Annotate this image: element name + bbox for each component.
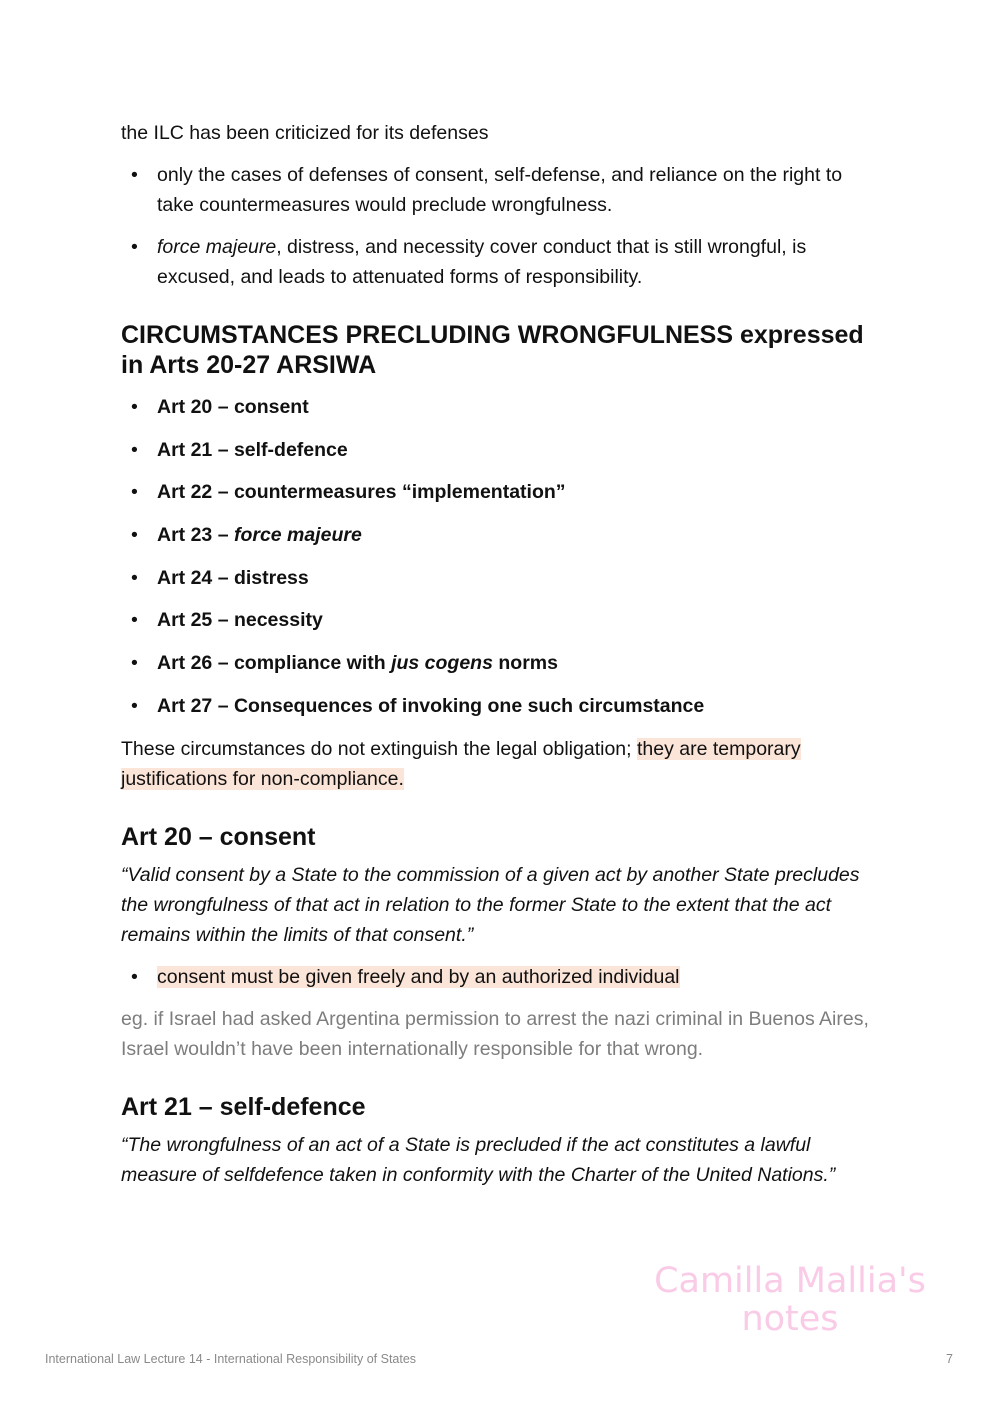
article-label: Art 24 – distress [157,566,309,589]
watermark [640,1262,940,1338]
list-item [121,520,883,550]
list-item [121,232,883,292]
art20-quote: “Valid consent by a State to the commission of a given act by another State precludes the wrongfulness of that act in relation to the former State to the extent that the act remains within the limits of that consent.” [121,863,860,946]
watermark-line: Camilla Mallia's [654,1261,926,1301]
article-italic-term: force majeure [233,524,362,547]
article-label: Art 22 – countermeasures “implementation” [157,481,566,504]
list-item [121,477,883,507]
list-item [121,435,883,465]
article-label: Art 26 – compliance with [157,652,392,675]
art21-quote: “The wrongfulness of an act of a State is precluded if the act constitutes a lawful measure of selfdefence taken in conformity with the Charter of the United Nations.” [121,1133,836,1186]
section-heading-circumstances: CIRCUMSTANCES PRECLUDING WRONGFULNESS expressed in Arts 20-27 ARSIWA [121,321,864,379]
list-item [121,160,883,220]
circumstances-note [121,734,883,794]
list-item [121,563,883,593]
article-label: Art 25 – necessity [157,609,323,632]
articles-list [121,392,883,721]
intro-bullet-list [121,160,883,292]
list-item [121,392,883,422]
list-item [121,962,883,992]
article-label: Art 27 – Consequences of invoking one such circumstance [157,694,705,717]
bullet-text: only the cases of defenses of consent, self-defense, and reliance on the right to take countermeasures would preclude wrongfulness. [157,164,843,216]
bullet-text: , distress, and necessity cover conduct that is still wrongful, is excused, and leads to attenuated forms of responsibility. [157,236,807,288]
list-item [121,605,883,635]
art20-example: eg. if Israel had asked Argentina permission to arrest the nazi criminal in Buenos Aires, Israel wouldn’t have been internationally responsible for that wrong. [121,1007,869,1060]
page-content [121,118,883,1202]
highlighted-text: they are temporary justifications for non-compliance. [121,737,801,790]
note-text: These circumstances do not extinguish the legal obligation; [121,737,637,760]
page-number: 7 [946,1352,953,1366]
list-item [121,691,883,721]
intro-text: the ILC has been criticized for its defenses [121,122,489,144]
article-label: Art 21 – self-defence [157,438,348,461]
article-italic-term: jus cogens [391,652,493,675]
watermark-line: notes [741,1299,839,1339]
footer-title: International Law Lecture 14 - International Responsibility of States [45,1352,417,1366]
highlighted-text: consent must be given freely and by an authorized individual [157,965,680,988]
section-heading-art21: Art 21 – self-defence [121,1092,366,1121]
article-label-suffix: norms [492,652,558,675]
bullet-italic-term: force majeure [157,236,277,258]
list-item [121,648,883,678]
article-label: Art 23 – [157,524,234,547]
section-heading-art20: Art 20 – consent [121,822,316,851]
article-label: Art 20 – consent [157,396,309,418]
art20-bullet-list [121,962,883,992]
